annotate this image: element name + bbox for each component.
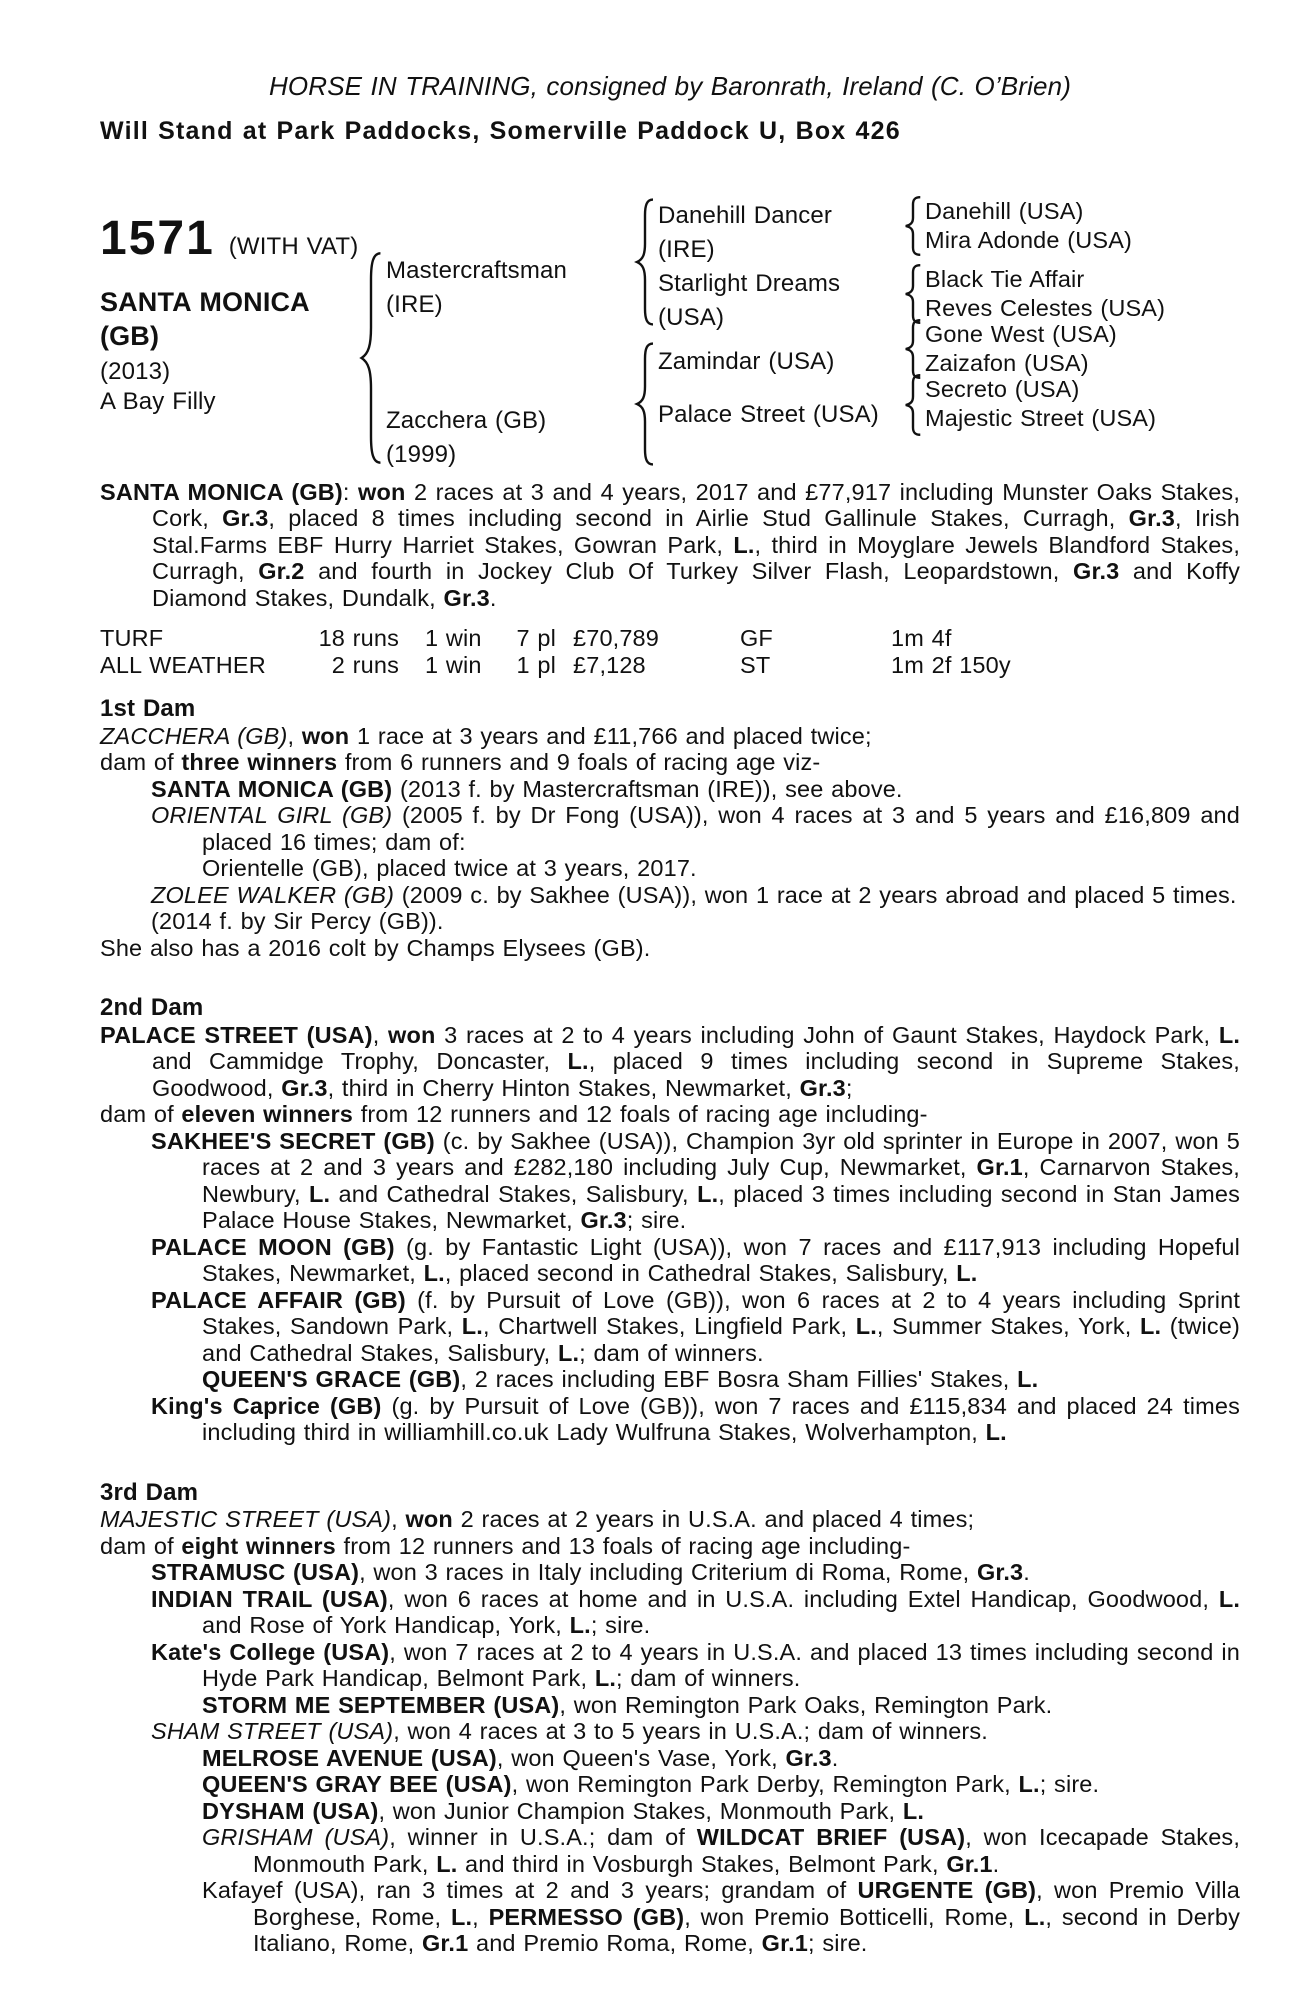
race-record-paragraph — [100, 479, 1240, 612]
race-record-section — [100, 479, 1240, 612]
text-run: Kate's College (USA) — [151, 1638, 390, 1665]
ggp-name: Danehill (USA) — [925, 197, 1084, 224]
ggp-pair-4 — [925, 375, 1156, 433]
text-run: and Premio Roma, Rome, — [468, 1930, 762, 1956]
catalog-paragraph — [202, 1692, 1240, 1719]
text-run: PALACE MOON (GB) — [151, 1233, 395, 1260]
text-run: , placed second in Cathedral Stakes, Salisbury, — [444, 1260, 957, 1286]
text-run: , Summer Stakes, York, — [876, 1313, 1140, 1339]
sires-dam-name — [658, 267, 840, 335]
surface-cell: ALL WEATHER — [100, 651, 266, 678]
text-run: (2014 f. by Sir Percy (GB)). — [151, 908, 444, 934]
text-run: ; dam of winners. — [579, 1339, 764, 1366]
sire-name-line2: (IRE) — [386, 290, 443, 318]
text-run: won — [358, 478, 406, 505]
text-run: Gr.2 — [258, 558, 305, 584]
text-run: Gr.3 — [1128, 505, 1175, 531]
text-run: : — [342, 478, 359, 505]
pedigree-brace — [634, 341, 656, 467]
text-run: ; — [845, 1074, 853, 1101]
text-run: , won Premio Villa Borghese, Rome, — [253, 1877, 1240, 1930]
text-run: MELROSE AVENUE (USA) — [202, 1744, 497, 1771]
catalog-paragraph — [202, 1798, 1240, 1825]
ggp-pair-2 — [925, 265, 1165, 323]
sire-name-line1: Mastercraftsman — [386, 256, 567, 284]
text-run: ZOLEE WALKER (GB) — [151, 881, 395, 908]
text-run: Gr.3 — [281, 1074, 328, 1101]
text-run: PALACE AFFAIR (GB) — [151, 1286, 406, 1313]
text-run: , won Remington Park Oaks, Remington Park. — [559, 1691, 1053, 1718]
catalog-paragraph — [202, 1366, 1240, 1393]
catalog-paragraph — [100, 749, 1240, 776]
text-run: , — [472, 1903, 489, 1930]
text-run: King's Caprice (GB) — [151, 1392, 382, 1419]
text-run: . — [992, 1850, 1000, 1877]
sire-name — [386, 254, 567, 322]
text-run: Gr.1 — [976, 1154, 1023, 1180]
catalog-paragraph — [151, 908, 1240, 935]
dam-name-line1: Zacchera (GB) — [386, 406, 547, 434]
second-dam-paragraphs — [100, 1022, 1240, 1446]
text-run: , won Icecapade Stakes, Monmouth Park, — [253, 1824, 1240, 1877]
runs-cell: 18 runs — [318, 625, 399, 651]
text-run: Gr.3 — [580, 1207, 627, 1233]
catalog-paragraph — [151, 802, 1240, 855]
horse-name: SANTA MONICA — [100, 286, 310, 317]
text-run: DYSHAM (USA) — [202, 1797, 379, 1824]
text-run: , Carnarvon Stakes, Newbury, — [202, 1154, 1240, 1207]
text-run: L. — [567, 1048, 589, 1074]
section-heading: 1st Dam — [100, 695, 196, 722]
text-run: Gr.3 — [976, 1559, 1024, 1585]
catalog-paragraph — [151, 882, 1240, 909]
text-run: L. — [423, 1260, 445, 1286]
sires-sire-line1: Danehill Dancer — [658, 201, 833, 229]
catalog-paragraph — [100, 1506, 1240, 1533]
text-run: 1 race at 3 years and £11,766 and placed twice; — [349, 722, 872, 749]
text-run: . — [1023, 1559, 1030, 1585]
text-run: and Rose of York Handicap, York, — [202, 1612, 570, 1638]
text-run: , — [391, 1506, 406, 1532]
text-run: 2 races at 3 and 4 years, 2017 and £77,917 including Munster Oaks Stakes, Cork, — [152, 478, 1241, 531]
text-run: L. — [594, 1665, 616, 1691]
sires-sire-name — [658, 199, 832, 267]
dam-name — [386, 404, 546, 472]
stabling-location-line: Will Stand at Park Paddocks, Somerville Paddock U, Box 426 — [100, 117, 901, 145]
dam-name-line2: (1999) — [386, 440, 457, 468]
third-dam-paragraphs — [100, 1506, 1240, 1957]
horse-foaling-year: (2013) — [100, 357, 171, 385]
text-run: eight winners — [181, 1532, 336, 1559]
catalog-paragraph — [202, 855, 1240, 882]
text-run: MAJESTIC STREET (USA) — [100, 1506, 392, 1532]
text-run: (2009 c. by Sakhee (USA)), won 1 race at 2 years abroad and placed 5 times. — [394, 881, 1237, 908]
text-run: dam of — [100, 1532, 182, 1559]
text-run: L. — [461, 1313, 483, 1339]
text-run: PERMESSO (GB) — [488, 1903, 685, 1930]
text-run: eleven winners — [181, 1101, 354, 1127]
earnings-cell: £70,789 — [573, 625, 659, 651]
text-run: STRAMUSC (USA) — [151, 1559, 360, 1585]
text-run: three winners — [181, 749, 338, 775]
pedigree-brace — [903, 264, 923, 324]
text-run: SAKHEE'S SECRET (GB) — [151, 1127, 435, 1154]
section-heading: 3rd Dam — [100, 1478, 199, 1506]
pedigree-brace — [903, 374, 923, 436]
catalog-paragraph — [100, 1533, 1240, 1560]
text-run: INDIAN TRAIL (USA) — [151, 1585, 388, 1612]
sires-dam-line2: (USA) — [658, 303, 725, 331]
text-run: , won Queen's Vase, York, — [496, 1744, 786, 1771]
catalog-paragraph — [100, 1101, 1240, 1128]
vat-note: (WITH VAT) — [228, 232, 359, 260]
section-heading: 2nd Dam — [100, 994, 204, 1021]
text-run: won — [405, 1506, 453, 1532]
text-run: 2 races at 2 years in U.S.A. and placed 4 times; — [452, 1506, 975, 1532]
text-run: (twice) and Cathedral Stakes, Salisbury, — [202, 1313, 1240, 1366]
text-run: L. — [1018, 1771, 1040, 1797]
runs-cell: 2 runs — [331, 651, 399, 678]
catalog-paragraph — [151, 1128, 1240, 1234]
catalog-paragraph — [100, 935, 1240, 962]
ggp-name: Gone West (USA) — [925, 320, 1117, 347]
first-dam-section — [100, 696, 1240, 961]
catalog-paragraph — [202, 1824, 1240, 1877]
catalog-paragraph — [100, 723, 1240, 750]
text-run: Gr.1 — [946, 1850, 993, 1877]
text-run: L. — [985, 1419, 1007, 1445]
text-run: ; sire. — [1039, 1771, 1100, 1797]
text-run: Gr.3 — [799, 1074, 846, 1101]
text-run: , 2 races including EBF Bosra Sham Fillies' Stakes, — [460, 1366, 1018, 1392]
catalog-paragraph — [151, 1393, 1240, 1446]
catalog-paragraph — [151, 1287, 1240, 1367]
table-row — [100, 652, 1240, 679]
text-run: SANTA MONICA (GB) — [151, 775, 393, 802]
text-run: Gr.1 — [761, 1930, 808, 1956]
text-run: and Cammidge Trophy, Doncaster, — [152, 1048, 568, 1074]
text-run: , won 4 races at 3 to 5 years in U.S.A.; dam of winners. — [393, 1718, 988, 1744]
text-run: ; sire. — [807, 1930, 868, 1956]
pedigree-brace — [903, 196, 923, 256]
ggp-pair-3 — [925, 320, 1117, 378]
text-run: (2013 f. by Mastercraftsman (IRE)), see above. — [392, 775, 903, 802]
text-run: SANTA MONICA (GB) — [100, 478, 343, 505]
race-record-table — [100, 625, 1240, 678]
text-run: , — [372, 1021, 389, 1048]
catalog-paragraph — [202, 1771, 1240, 1798]
text-run: (f. by Pursuit of Love (GB)), won 6 races at 2 to 4 years including Sprint Stakes, Sandown Park, — [202, 1286, 1240, 1339]
text-run: and Koffy Diamond Stakes, Dundalk, — [152, 558, 1240, 611]
wins-cell: 1 win — [425, 651, 482, 678]
consignment-header: HORSE IN TRAINING, consigned by Baronrath, Ireland (C. O’Brien) — [268, 71, 1072, 101]
text-run: , third in Moyglare Jewels Blandford Stakes, Curragh, — [152, 531, 1241, 584]
text-run: URGENTE (GB) — [857, 1877, 1037, 1903]
text-run: and Cathedral Stakes, Salisbury, — [330, 1180, 698, 1207]
text-run: (g. by Fantastic Light (USA)), won 7 races and £117,913 including Hopeful Stakes, Newmarket, — [202, 1233, 1240, 1286]
going-cell: ST — [740, 651, 771, 678]
text-run: L. — [855, 1313, 877, 1339]
text-run: , winner in U.S.A.; dam of — [389, 1824, 697, 1850]
text-run: , won 7 races at 2 to 4 years in U.S.A. and placed 13 times including second in Hyde Park Handicap, Belmont Park, — [202, 1638, 1241, 1691]
catalog-paragraph — [151, 1559, 1240, 1586]
catalog-paragraph — [151, 776, 1240, 803]
text-run: L. — [1017, 1366, 1039, 1392]
pedigree-table — [100, 199, 1240, 471]
text-run: and third in Vosburgh Stakes, Belmont Park, — [457, 1850, 947, 1877]
text-run: L. — [569, 1612, 591, 1638]
text-run: , won Remington Park Derby, Remington Park, — [511, 1771, 1019, 1797]
ggp-name: Reves Celestes (USA) — [925, 294, 1166, 321]
pedigree-brace — [903, 319, 923, 379]
places-cell: 7 pl — [516, 625, 556, 651]
text-run: (2005 f. by Dr Fong (USA)), won 4 races at 3 and 5 years and £16,809 and placed 16 times; dam of: — [202, 802, 1240, 855]
text-run: ZACCHERA (GB) — [100, 722, 288, 749]
catalog-paragraph — [151, 1718, 1240, 1745]
text-run: STORM ME SEPTEMBER (USA) — [202, 1691, 560, 1718]
text-run: SHAM STREET (USA) — [151, 1718, 394, 1744]
ggp-pair-1 — [925, 197, 1132, 255]
text-run: , placed 8 times including second in Airlie Stud Gallinule Stakes, Curragh, — [268, 505, 1129, 531]
text-run: . — [831, 1744, 839, 1771]
text-run: Gr.3 — [1073, 558, 1120, 584]
ggp-name: Majestic Street (USA) — [925, 404, 1157, 431]
second-dam-section — [100, 995, 1240, 1446]
text-run: (c. by Sakhee (USA)), Champion 3yr old sprinter in Europe in 2007, won 5 races at 2 and 3 years and £282,180 including July Cup, Newmarket, — [202, 1127, 1240, 1180]
text-run: , placed 3 times including second in Stan James Palace House Stakes, Newmarket, — [202, 1180, 1241, 1233]
sires-dam-line1: Starlight Dreams — [658, 269, 841, 297]
text-run: L. — [557, 1339, 580, 1366]
horse-country-suffix: (GB) — [100, 320, 160, 351]
text-run: L. — [436, 1850, 458, 1877]
text-run: dam of — [100, 749, 182, 775]
text-run: QUEEN'S GRAY BEE (USA) — [202, 1771, 512, 1797]
distance-cell: 1m 4f — [891, 625, 952, 651]
first-dam-paragraphs — [100, 723, 1240, 962]
lot-number: 1571 — [100, 211, 215, 265]
ggp-name: Mira Adonde (USA) — [925, 226, 1132, 253]
text-run: , won 6 races at home and in U.S.A. including Extel Handicap, Goodwood, — [387, 1585, 1219, 1612]
text-run: L. — [902, 1797, 925, 1824]
text-run: PALACE STREET (USA) — [100, 1021, 373, 1048]
text-run: , third in Cherry Hinton Stakes, Newmarket, — [327, 1074, 800, 1101]
catalog-paragraph — [202, 1745, 1240, 1772]
distance-cell: 1m 2f 150y — [891, 651, 1011, 678]
dams-dam-name: Palace Street (USA) — [658, 400, 879, 428]
text-run: She also has a 2016 colt by Champs Elysees (GB). — [100, 934, 651, 961]
text-run: from 12 runners and 13 foals of racing age including- — [335, 1532, 911, 1559]
catalog-paragraph — [151, 1639, 1240, 1692]
text-run: , Chartwell Stakes, Lingfield Park, — [482, 1313, 856, 1339]
text-run: ; sire. — [626, 1207, 687, 1233]
text-run: Gr.3 — [443, 584, 490, 611]
catalog-paragraph — [202, 1877, 1240, 1957]
text-run: L. — [1024, 1903, 1046, 1930]
text-run: ; sire. — [590, 1612, 651, 1638]
text-run: 3 races at 2 to 4 years including John of Gaunt Stakes, Haydock Park, — [435, 1021, 1219, 1048]
text-run: Gr.3 — [785, 1744, 832, 1771]
text-run: ; dam of winners. — [616, 1665, 801, 1691]
dams-sire-name: Zamindar (USA) — [658, 347, 835, 375]
catalog-paragraph — [151, 1586, 1240, 1639]
ggp-name: Secreto (USA) — [925, 375, 1080, 402]
text-run: won — [388, 1021, 436, 1048]
catalog-paragraph — [151, 1234, 1240, 1287]
text-run: L. — [1218, 1585, 1240, 1612]
earnings-cell: £7,128 — [573, 651, 646, 678]
text-run: and fourth in Jockey Club Of Turkey Silver Flash, Leopardstown, — [304, 558, 1074, 584]
wins-cell: 1 win — [425, 625, 482, 651]
text-run: QUEEN'S GRACE (GB) — [202, 1366, 461, 1392]
catalog-paragraph — [100, 1022, 1240, 1102]
text-run: , — [287, 722, 302, 749]
places-cell: 1 pl — [516, 651, 556, 678]
sires-sire-line2: (IRE) — [658, 235, 715, 263]
text-run: , second in Derby Italiano, Rome, — [253, 1903, 1241, 1956]
text-run: . — [489, 584, 497, 611]
text-run: L. — [1140, 1313, 1162, 1339]
lot-row — [100, 211, 359, 265]
text-run: from 12 runners and 12 foals of racing age including- — [353, 1101, 928, 1127]
text-run: dam of — [100, 1101, 182, 1127]
ggp-name: Black Tie Affair — [925, 265, 1085, 292]
third-dam-section — [100, 1480, 1240, 1957]
text-run: L. — [309, 1180, 331, 1207]
text-run: L. — [1218, 1021, 1241, 1048]
text-run: ORIENTAL GIRL (GB) — [151, 802, 393, 828]
ggp-name: Zaizafon (USA) — [925, 349, 1089, 376]
text-run: GRISHAM (USA) — [202, 1824, 390, 1850]
text-run: , won Junior Champion Stakes, Monmouth Park, — [378, 1797, 903, 1824]
text-run: , placed 9 times including second in Supreme Stakes, Goodwood, — [152, 1048, 1240, 1101]
going-cell: GF — [740, 625, 773, 651]
horse-description: A Bay Filly — [100, 387, 216, 415]
text-run: L. — [450, 1903, 473, 1930]
text-run: L. — [733, 531, 755, 558]
text-run: won — [301, 722, 350, 749]
text-run: Gr.1 — [421, 1930, 469, 1956]
text-run: Kafayef (USA), ran 3 times at 2 and 3 years; grandam of — [202, 1877, 858, 1903]
pedigree-brace — [358, 249, 384, 467]
text-run: , won Premio Botticelli, Rome, — [684, 1903, 1025, 1930]
text-run: Gr.3 — [222, 505, 269, 531]
text-run: , won 3 races in Italy including Criterium di Roma, Rome, — [359, 1559, 977, 1585]
surface-cell: TURF — [100, 625, 164, 651]
text-run: from 6 runners and 9 foals of racing age viz- — [337, 749, 821, 775]
text-run: L. — [697, 1180, 719, 1207]
text-run: , Irish Stal.Farms EBF Hurry Harriet Stakes, Gowran Park, — [152, 505, 1240, 558]
text-run: (g. by Pursuit of Love (GB)), won 7 races and £115,834 and placed 24 times including third in williamhill.co.uk Lady Wulfruna Stakes, Wolverhampton, — [202, 1392, 1241, 1445]
pedigree-brace — [634, 197, 656, 327]
text-run: L. — [956, 1260, 978, 1286]
text-run: Orientelle (GB), placed twice at 3 years, 2017. — [202, 855, 697, 881]
table-row — [100, 625, 1240, 652]
text-run: WILDCAT BRIEF (USA) — [696, 1824, 966, 1850]
